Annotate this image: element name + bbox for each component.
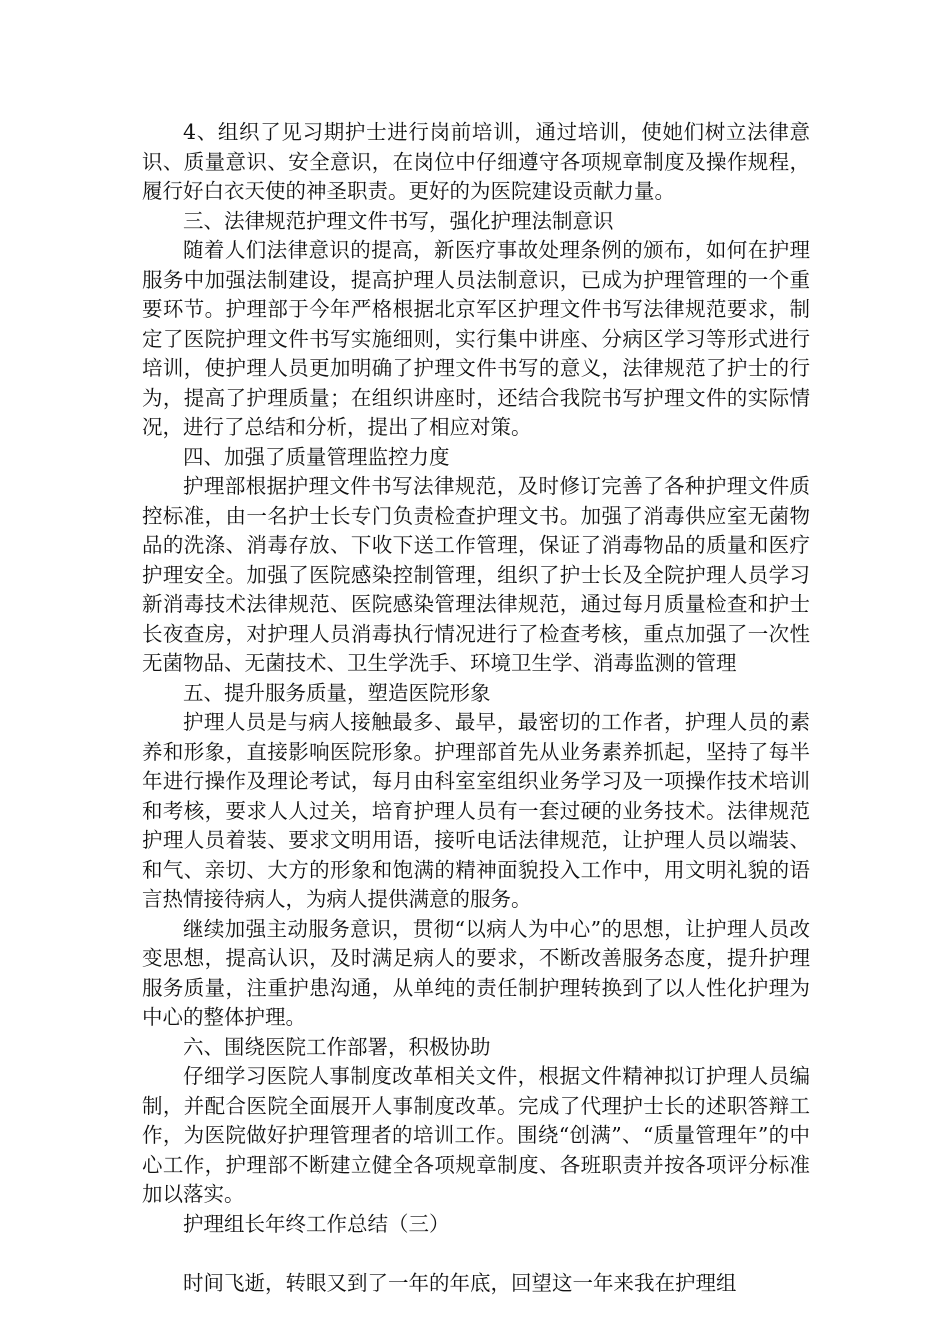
section-heading-5: 五、提升服务质量，塑造医院形象 xyxy=(183,680,491,705)
paragraph-active-service: 继续加强主动服务意识，贯彻“以病人为中心”的思想，让护理人员改变思想，提高认识，及时满足病人的要求，不断改善服务态度，提升护理服务质量，注重护患沟通，从单纯的责任制护理转换到了以人性化护理为中心的整体护理。 xyxy=(142,916,810,1029)
paragraph-legal-docs: 随着人们法律意识的提高，新医疗事故处理条例的颁布，如何在护理服务中加强法制建设，提高护理人员法制意识，已成为护理管理的一个重要环节。护理部于今年严格根据北京军区护理文件书写法律规范要求，制定了医院护理文件书写实施细则，实行集中讲座、分病区学习等形式进行培训，使护理人员更加明确了护理文件书写的意义，法律规范了护士的行为，提高了护理质量；在组织讲座时，还结合我院书写护理文件的实际情况，进行了总结和分析，提出了相应对策。 xyxy=(142,238,810,439)
document-page xyxy=(142,118,810,1298)
paragraph-quality-control: 护理部根据护理文件书写法律规范，及时修订完善了各种护理文件质控标准，由一名护士长专门负责检查护理文书。加强了消毒供应室无菌物品的洗涤、消毒存放、下收下送工作管理，保证了消毒物品的质量和医疗护理安全。加强了医院感染控制管理，组织了护士长及全院护理人员学习新消毒技术法律规范、医院感染管理法律规范，通过每月质量检查和护士长夜查房，对护理人员消毒执行情况进行了检查考核，重点加强了一次性无菌物品、无菌技术、卫生学洗手、环境卫生学、消毒监测的管理 xyxy=(142,474,810,675)
paragraph-year-end-intro: 时间飞逝，转眼又到了一年的年底，回望这一年来我在护理组 xyxy=(183,1270,737,1295)
document-subtitle: 护理组长年终工作总结（三） xyxy=(183,1211,450,1236)
blank-line xyxy=(142,1239,810,1269)
paragraph-item4-training: 4、组织了见习期护士进行岗前培训，通过培训，使她们树立法律意识、质量意识、安全意识，在岗位中仔细遵守各项规章制度及操作规程，履行好白衣天使的神圣职责。更好的为医院建设贡献力量。 xyxy=(142,120,810,203)
paragraph-personnel-reform: 仔细学习医院人事制度改革相关文件，根据文件精神拟订护理人员编制，并配合医院全面展开人事制度改革。完成了代理护士长的述职答辩工作，为医院做好护理管理者的培训工作。围绕“创满”、“质量管理年”的中心工作，护理部不断建立健全各项规章制度、各班职责并按各项评分标准加以落实。 xyxy=(142,1064,810,1206)
paragraph-service-quality: 护理人员是与病人接触最多、最早，最密切的工作者，护理人员的素养和形象，直接影响医院形象。护理部首先从业务素养抓起，坚持了每半年进行操作及理论考试，每月由科室室组织业务学习及一项操作技术培训和考核，要求人人过关，培育护理人员有一套过硬的业务技术。法律规范护理人员着装、要求文明用语，接听电话法律规范，让护理人员以端装、和气、亲切、大方的形象和饱满的精神面貌投入工作中，用文明礼貌的语言热情接待病人，为病人提供满意的服务。 xyxy=(142,710,810,911)
section-heading-4: 四、加强了质量管理监控力度 xyxy=(183,444,450,469)
section-heading-6: 六、围绕医院工作部署，积极协助 xyxy=(183,1034,491,1059)
section-heading-3: 三、法律规范护理文件书写，强化护理法制意识 xyxy=(183,208,614,233)
